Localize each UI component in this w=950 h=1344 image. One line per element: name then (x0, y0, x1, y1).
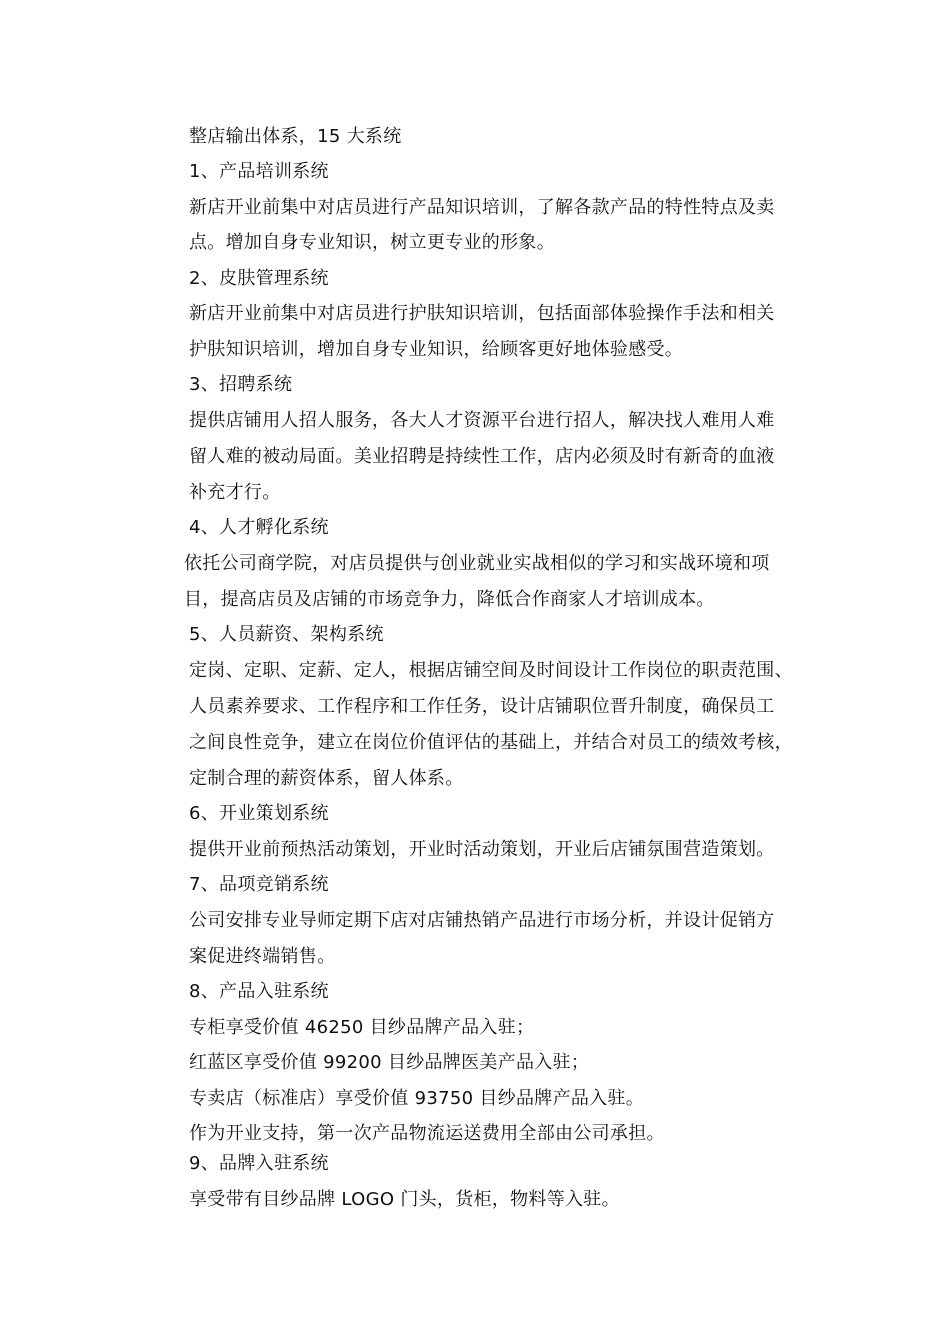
section-heading-9: 9、品牌入驻系统 (189, 1153, 329, 1174)
paragraph-line: 新店开业前集中对店员进行产品知识培训，了解各款产品的特性特点及卖 (189, 197, 775, 218)
paragraph-line: 留人难的被动局面。美业招聘是持续性工作，店内必须及时有新奇的血液 (189, 446, 775, 467)
paragraph-line: 享受带有目纱品牌 LOGO 门头，货柜，物料等入驻。 (189, 1189, 620, 1210)
paragraph-line: 之间良性竞争，建立在岗位价值评估的基础上，并结合对员工的绩效考核， (189, 732, 793, 753)
paragraph-line: 点。增加自身专业知识，树立更专业的形象。 (189, 232, 555, 253)
paragraph-line: 人员素养要求、工作程序和工作任务，设计店铺职位晋升制度，确保员工 (189, 696, 775, 717)
paragraph-line: 提供开业前预热活动策划，开业时活动策划，开业后店铺氛围营造策划。 (189, 839, 775, 860)
paragraph-line: 提供店铺用人招人服务，各大人才资源平台进行招人，解决找人难用人难 (189, 410, 775, 431)
paragraph-line: 新店开业前集中对店员进行护肤知识培训，包括面部体验操作手法和相关 (189, 303, 775, 324)
section-heading-4: 4、人才孵化系统 (189, 517, 329, 538)
section-heading-2: 2、皮肤管理系统 (189, 268, 329, 289)
paragraph-line: 目，提高店员及店铺的市场竞争力，降低合作商家人才培训成本。 (184, 589, 715, 610)
section-heading-6: 6、开业策划系统 (189, 803, 329, 824)
section-heading-8: 8、产品入驻系统 (189, 981, 329, 1002)
paragraph-line: 公司安排专业导师定期下店对店铺热销产品进行市场分析，并设计促销方 (189, 910, 775, 931)
section-heading-1: 1、产品培训系统 (189, 161, 329, 182)
paragraph-line: 案促进终端销售。 (189, 946, 336, 967)
paragraph-line: 补充才行。 (189, 482, 281, 503)
paragraph-line: 作为开业支持，第一次产品物流运送费用全部由公司承担。 (189, 1123, 665, 1144)
paragraph-line: 护肤知识培训，增加自身专业知识，给顾客更好地体验感受。 (189, 339, 684, 360)
document-title: 整店输出体系，15 大系统 (189, 126, 402, 147)
section-heading-5: 5、人员薪资、架构系统 (189, 624, 384, 645)
paragraph-line: 依托公司商学院，对店员提供与创业就业实战相似的学习和实战环境和项 (184, 553, 770, 574)
paragraph-line: 定制合理的薪资体系，留人体系。 (189, 768, 464, 789)
paragraph-line: 定岗、定职、定薪、定人，根据店铺空间及时间设计工作岗位的职责范围、 (189, 660, 793, 681)
paragraph-line: 专卖店（标准店）享受价值 93750 目纱品牌产品入驻。 (189, 1088, 645, 1109)
section-heading-7: 7、品项竞销系统 (189, 874, 329, 895)
paragraph-line: 专柜享受价值 46250 目纱品牌产品入驻； (189, 1017, 535, 1038)
paragraph-line: 红蓝区享受价值 99200 目纱品牌医美产品入驻； (189, 1052, 590, 1073)
section-heading-3: 3、招聘系统 (189, 374, 293, 395)
